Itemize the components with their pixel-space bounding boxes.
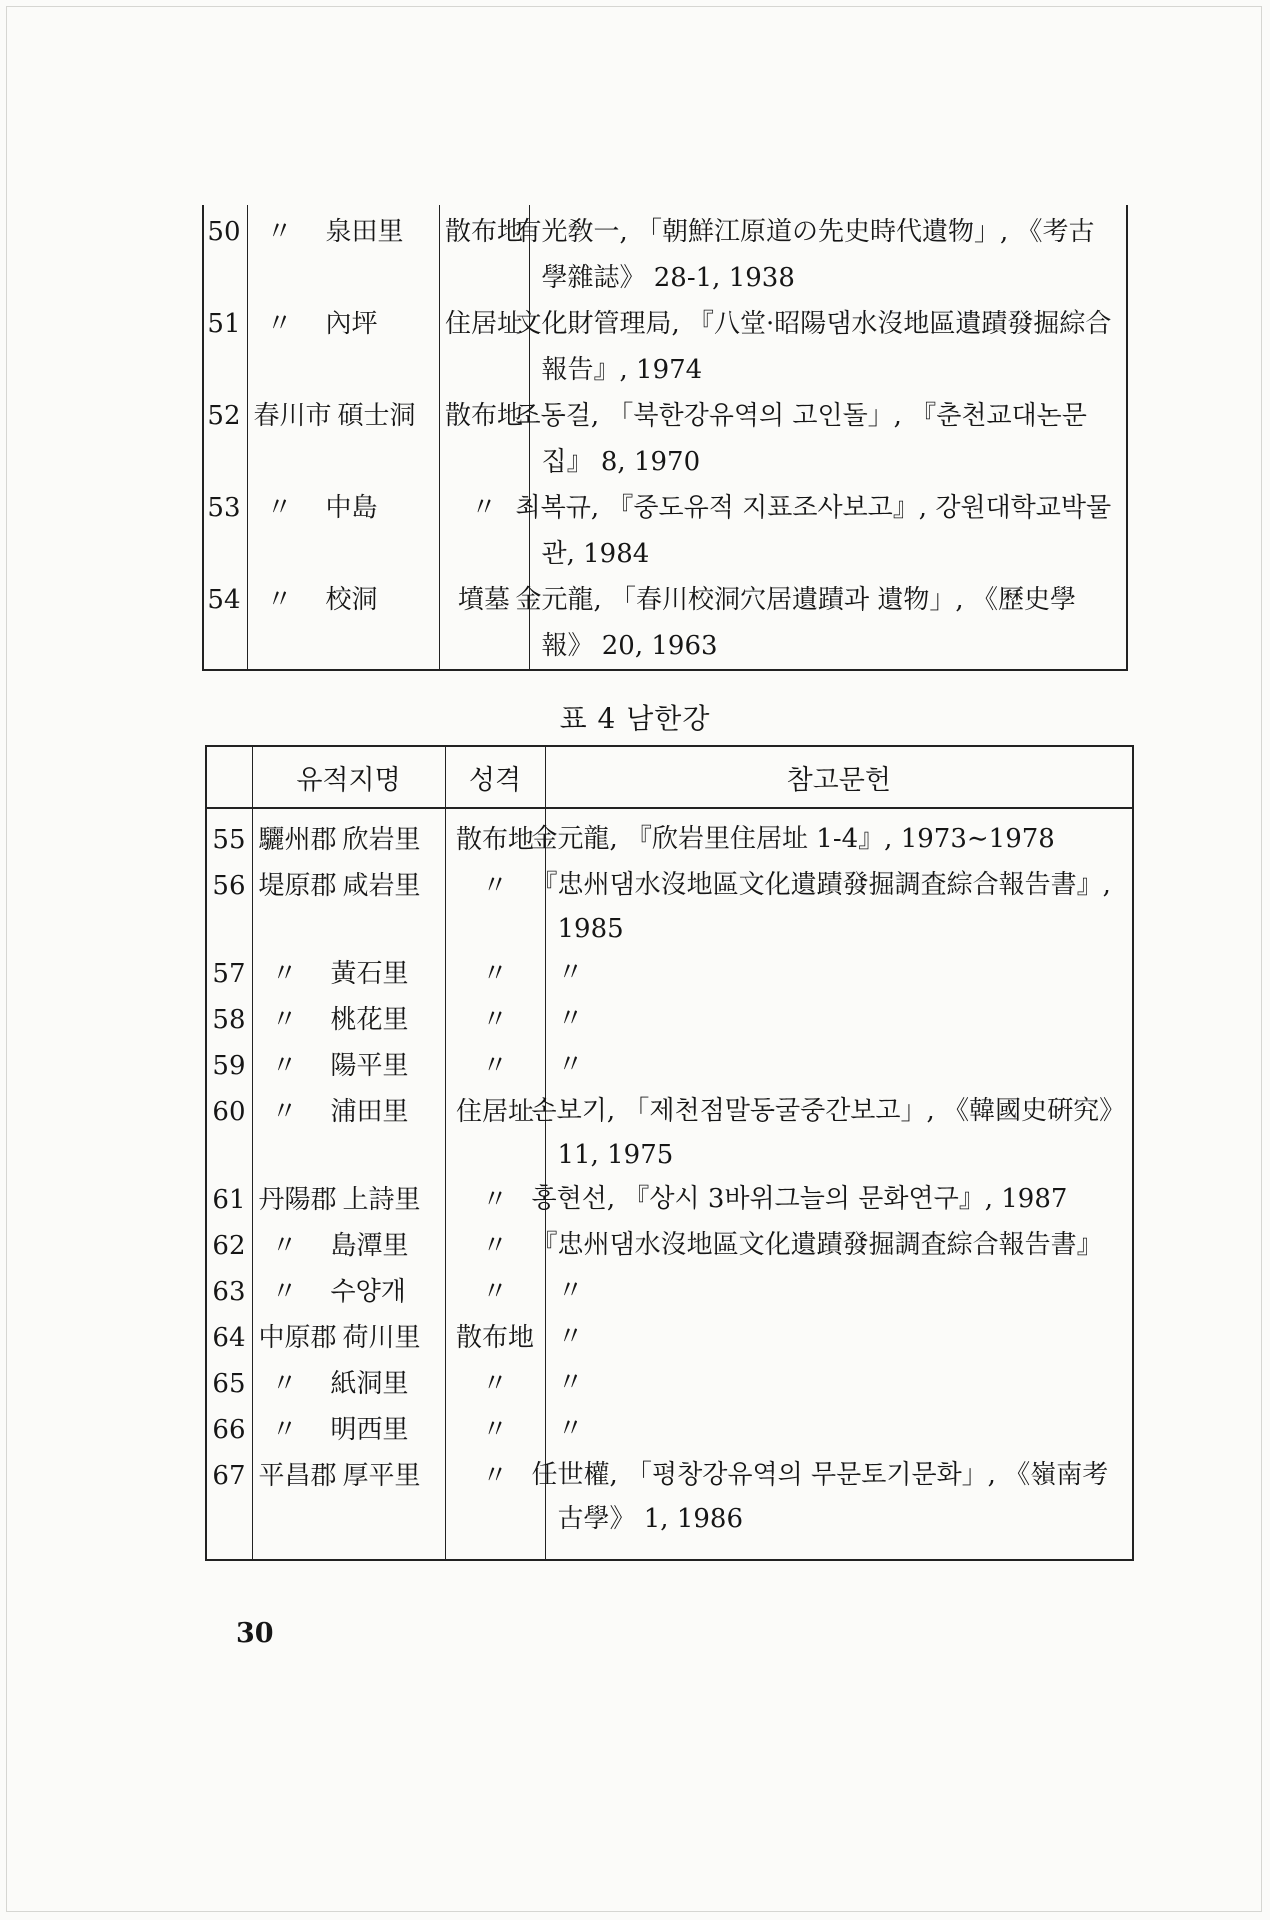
site-place: 泉田里 — [325, 217, 404, 247]
site-name — [247, 301, 439, 393]
site-character: 〃 — [445, 1453, 545, 1560]
table-row — [203, 301, 1127, 393]
row-number: 63 — [212, 1277, 246, 1307]
site-character: 散布地 — [445, 808, 545, 863]
site-area: 〃 — [271, 1005, 298, 1035]
reference: 최복규, 『중도유적 지표조사보고』, 강원대학교박물관, 1984 — [529, 485, 1127, 577]
reference: 金元龍, 『欣岩里住居址 1-4』, 1973∼1978 — [545, 808, 1133, 863]
site-place: 咸岩里 — [342, 871, 421, 901]
site-name — [252, 1407, 445, 1453]
row-number: 62 — [212, 1231, 246, 1261]
site-character: 墳墓 — [439, 577, 529, 670]
site-name — [247, 485, 439, 577]
site-area: 丹陽郡 — [258, 1185, 337, 1215]
reference: 손보기, 「제천점말동굴중간보고」, 《韓國史硏究》 11, 1975 — [545, 1089, 1133, 1177]
row-number: 65 — [212, 1369, 246, 1399]
row-number: 53 — [207, 493, 241, 523]
row-number: 61 — [212, 1185, 246, 1215]
site-character: 〃 — [445, 1177, 545, 1223]
site-name — [247, 577, 439, 670]
reference: 〃 — [545, 1407, 1133, 1453]
table-header-row — [206, 746, 1133, 808]
table-row — [206, 808, 1133, 863]
page-number: 30 — [236, 1618, 274, 1649]
site-character: 〃 — [445, 997, 545, 1043]
table-row — [206, 1407, 1133, 1453]
site-name — [247, 205, 439, 301]
site-area: 〃 — [266, 493, 293, 523]
site-character: 住居址 — [439, 301, 529, 393]
table-row — [203, 393, 1127, 485]
table-row — [203, 205, 1127, 301]
row-number: 60 — [212, 1097, 246, 1127]
site-area: 〃 — [271, 1369, 298, 1399]
header-character: 성격 — [445, 746, 545, 808]
site-area: 〃 — [271, 1231, 298, 1261]
row-number: 58 — [212, 1005, 246, 1035]
site-character: 〃 — [445, 1361, 545, 1407]
reference: 『忠州댐水沒地區文化遺蹟發掘調査綜合報告書』 — [545, 1223, 1133, 1269]
site-place: 校洞 — [325, 585, 378, 615]
table-row — [206, 1315, 1133, 1361]
site-name — [252, 951, 445, 997]
table-row — [206, 951, 1133, 997]
site-area: 春川市 — [253, 401, 332, 431]
site-place: 桃花里 — [330, 1005, 409, 1035]
row-number: 55 — [212, 825, 246, 855]
site-area: 〃 — [271, 1415, 298, 1445]
site-name — [252, 1315, 445, 1361]
reference: 有光敎一, 「朝鮮江原道の先史時代遺物」, 《考古學雜誌》 28-1, 1938 — [529, 205, 1127, 301]
table-row — [203, 485, 1127, 577]
row-number: 56 — [212, 871, 246, 901]
site-name — [252, 1361, 445, 1407]
site-character: 〃 — [445, 1043, 545, 1089]
header-number — [206, 746, 252, 808]
site-name — [252, 997, 445, 1043]
table-row — [206, 1453, 1133, 1560]
site-place: 中島 — [325, 493, 378, 523]
site-name — [252, 1043, 445, 1089]
reference: 任世權, 「평창강유역의 무문토기문화」, 《嶺南考古學》 1, 1986 — [545, 1453, 1133, 1560]
site-character: 〃 — [445, 1269, 545, 1315]
site-area: 〃 — [271, 1051, 298, 1081]
site-name — [252, 1453, 445, 1560]
reference: 조동걸, 「북한강유역의 고인돌」, 『춘천교대논문집』 8, 1970 — [529, 393, 1127, 485]
site-area: 〃 — [266, 309, 293, 339]
table-row — [206, 1269, 1133, 1315]
site-name — [252, 863, 445, 951]
reference: 〃 — [545, 1315, 1133, 1361]
site-area: 平昌郡 — [258, 1461, 337, 1491]
reference: 〃 — [545, 1361, 1133, 1407]
row-number: 59 — [212, 1051, 246, 1081]
table-row — [206, 1043, 1133, 1089]
site-name — [252, 1177, 445, 1223]
site-character: 〃 — [439, 485, 529, 577]
site-place: 黃石里 — [330, 959, 409, 989]
table-row — [206, 1361, 1133, 1407]
table-row — [206, 1089, 1133, 1177]
table-row — [206, 1177, 1133, 1223]
table-row — [206, 1223, 1133, 1269]
reference: 〃 — [545, 951, 1133, 997]
reference: 〃 — [545, 997, 1133, 1043]
site-character: 散布地 — [439, 205, 529, 301]
site-name — [252, 1223, 445, 1269]
site-character: 散布地 — [439, 393, 529, 485]
site-place: 浦田里 — [330, 1097, 409, 1127]
site-character: 散布地 — [445, 1315, 545, 1361]
table-row — [203, 577, 1127, 670]
site-area: 〃 — [271, 959, 298, 989]
site-place: 荷川里 — [342, 1323, 421, 1353]
site-place: 明西里 — [330, 1415, 409, 1445]
site-place: 島潭里 — [330, 1231, 409, 1261]
reference: 홍현선, 『상시 3바위그늘의 문화연구』, 1987 — [545, 1177, 1133, 1223]
table-namhangang — [205, 745, 1134, 1561]
site-area: 〃 — [271, 1277, 298, 1307]
site-area: 堤原郡 — [258, 871, 337, 901]
site-name — [252, 808, 445, 863]
row-number: 67 — [212, 1461, 246, 1491]
site-name — [252, 1089, 445, 1177]
site-place: 上詩里 — [342, 1185, 421, 1215]
site-character: 〃 — [445, 1407, 545, 1453]
row-number: 64 — [212, 1323, 246, 1353]
site-character: 住居址 — [445, 1089, 545, 1177]
header-references: 참고문헌 — [545, 746, 1133, 808]
table-row — [206, 863, 1133, 951]
site-name — [247, 393, 439, 485]
site-area: 〃 — [266, 585, 293, 615]
site-place: 수양개 — [330, 1277, 406, 1307]
site-area: 〃 — [266, 217, 293, 247]
row-number: 57 — [212, 959, 246, 989]
site-place: 內坪 — [325, 309, 378, 339]
site-area: 驪州郡 — [258, 825, 337, 855]
reference: 〃 — [545, 1269, 1133, 1315]
header-site-name: 유적지명 — [252, 746, 445, 808]
row-number: 50 — [207, 217, 241, 247]
table-caption: 표 4 남한강 — [559, 702, 711, 735]
site-place: 欣岩里 — [342, 825, 421, 855]
site-character: 〃 — [445, 1223, 545, 1269]
site-name — [252, 1269, 445, 1315]
table-bukhangang-continued — [202, 205, 1128, 671]
site-place: 碩士洞 — [337, 401, 416, 431]
row-number: 54 — [207, 585, 241, 615]
reference: 〃 — [545, 1043, 1133, 1089]
site-place: 紙洞里 — [330, 1369, 409, 1399]
site-character: 〃 — [445, 863, 545, 951]
site-area: 〃 — [271, 1097, 298, 1127]
row-number: 66 — [212, 1415, 246, 1445]
table-row — [206, 997, 1133, 1043]
site-place: 厚平里 — [342, 1461, 421, 1491]
row-number: 52 — [207, 401, 241, 431]
row-number: 51 — [207, 309, 241, 339]
reference: 金元龍, 「春川校洞穴居遺蹟과 遺物」, 《歷史學報》 20, 1963 — [529, 577, 1127, 670]
reference: 『忠州댐水沒地區文化遺蹟發掘調査綜合報告書』, 1985 — [545, 863, 1133, 951]
site-character: 〃 — [445, 951, 545, 997]
reference: 文化財管理局, 『八堂·昭陽댐水沒地區遺蹟發掘綜合報告』, 1974 — [529, 301, 1127, 393]
site-place: 陽平里 — [330, 1051, 409, 1081]
site-area: 中原郡 — [258, 1323, 337, 1353]
